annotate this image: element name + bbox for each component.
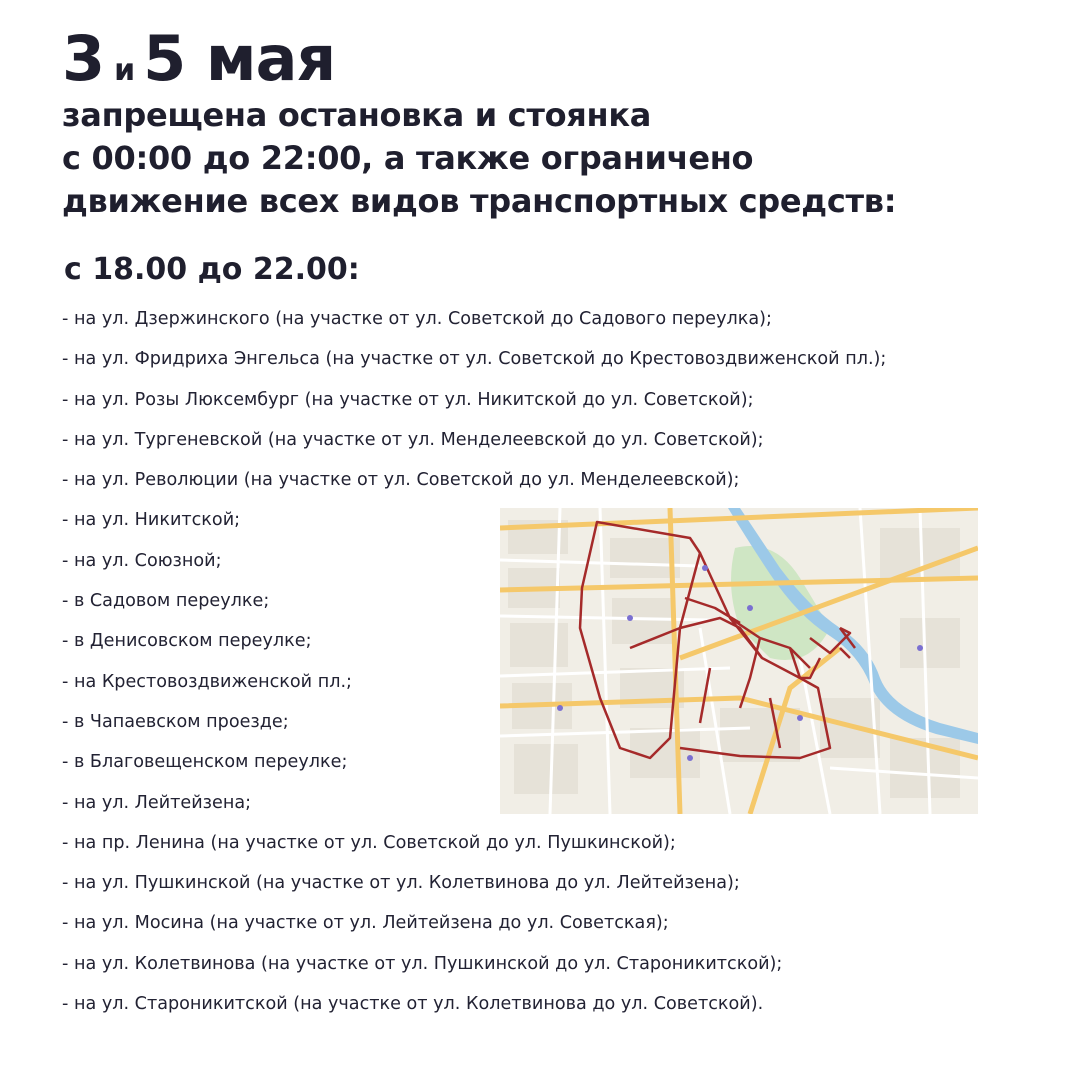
list-item: - на ул. Колетвинова (на участке от ул. Пушкинской до ул. Староникитской); [62,953,783,974]
headline-conjunction: и [114,53,136,88]
list-item: - на ул. Дзержинского (на участке от ул. Советской до Садового переулка); [62,309,772,329]
restriction-timeframe: с 18.00 до 22.00: [64,252,360,287]
restriction-map [500,508,978,814]
list-item: - на ул. Лейтейзена; [62,792,252,813]
list-item: - на ул. Фридриха Энгельса (на участке от ул. Советской до Крестовоздвиженской пл.); [62,349,887,370]
list-item: - на ул. Розы Люксембург (на участке от ул. Никитской до ул. Советской); [62,389,754,410]
list-item: - в Благовещенском переулке; [62,752,348,773]
restriction-line-3: движение всех видов транспортных средств: [62,182,897,220]
list-item: - на пр. Ленина (на участке от ул. Советской до ул. Пушкинской); [62,832,676,853]
list-item: - на ул. Староникитской (на участке от ул. Колетвинова до ул. Советской). [62,994,764,1015]
list-item: - в Чапаевском проезде; [62,711,289,732]
list-item: - на ул. Никитской; [62,510,241,531]
restriction-description [62,94,896,223]
list-item: - в Садовом переулке; [62,591,270,612]
list-item: - на ул. Революции (на участке от ул. Советской до ул. Менделеевской); [62,470,740,491]
headline-day-1: 3 [62,22,105,95]
headline-dates [62,22,336,95]
list-item: - на Крестовоздвиженской пл.; [62,671,352,692]
map-graphic [500,508,978,814]
list-item: - на ул. Союзной; [62,550,222,571]
list-item: - на ул. Пушкинской (на участке от ул. Колетвинова до ул. Лейтейзена); [62,873,740,894]
list-item: - в Денисовском переулке; [62,631,312,652]
list-item: - на ул. Тургеневской (на участке от ул. Менделеевской до ул. Советской); [62,429,764,450]
headline-day-2: 5 мая [143,22,336,95]
restriction-line-2: с 00:00 до 22:00, а также ограничено [62,139,754,177]
restriction-line-1: запрещена остановка и стоянка [62,96,652,134]
list-item: - на ул. Мосина (на участке от ул. Лейтейзена до ул. Советская); [62,913,669,934]
